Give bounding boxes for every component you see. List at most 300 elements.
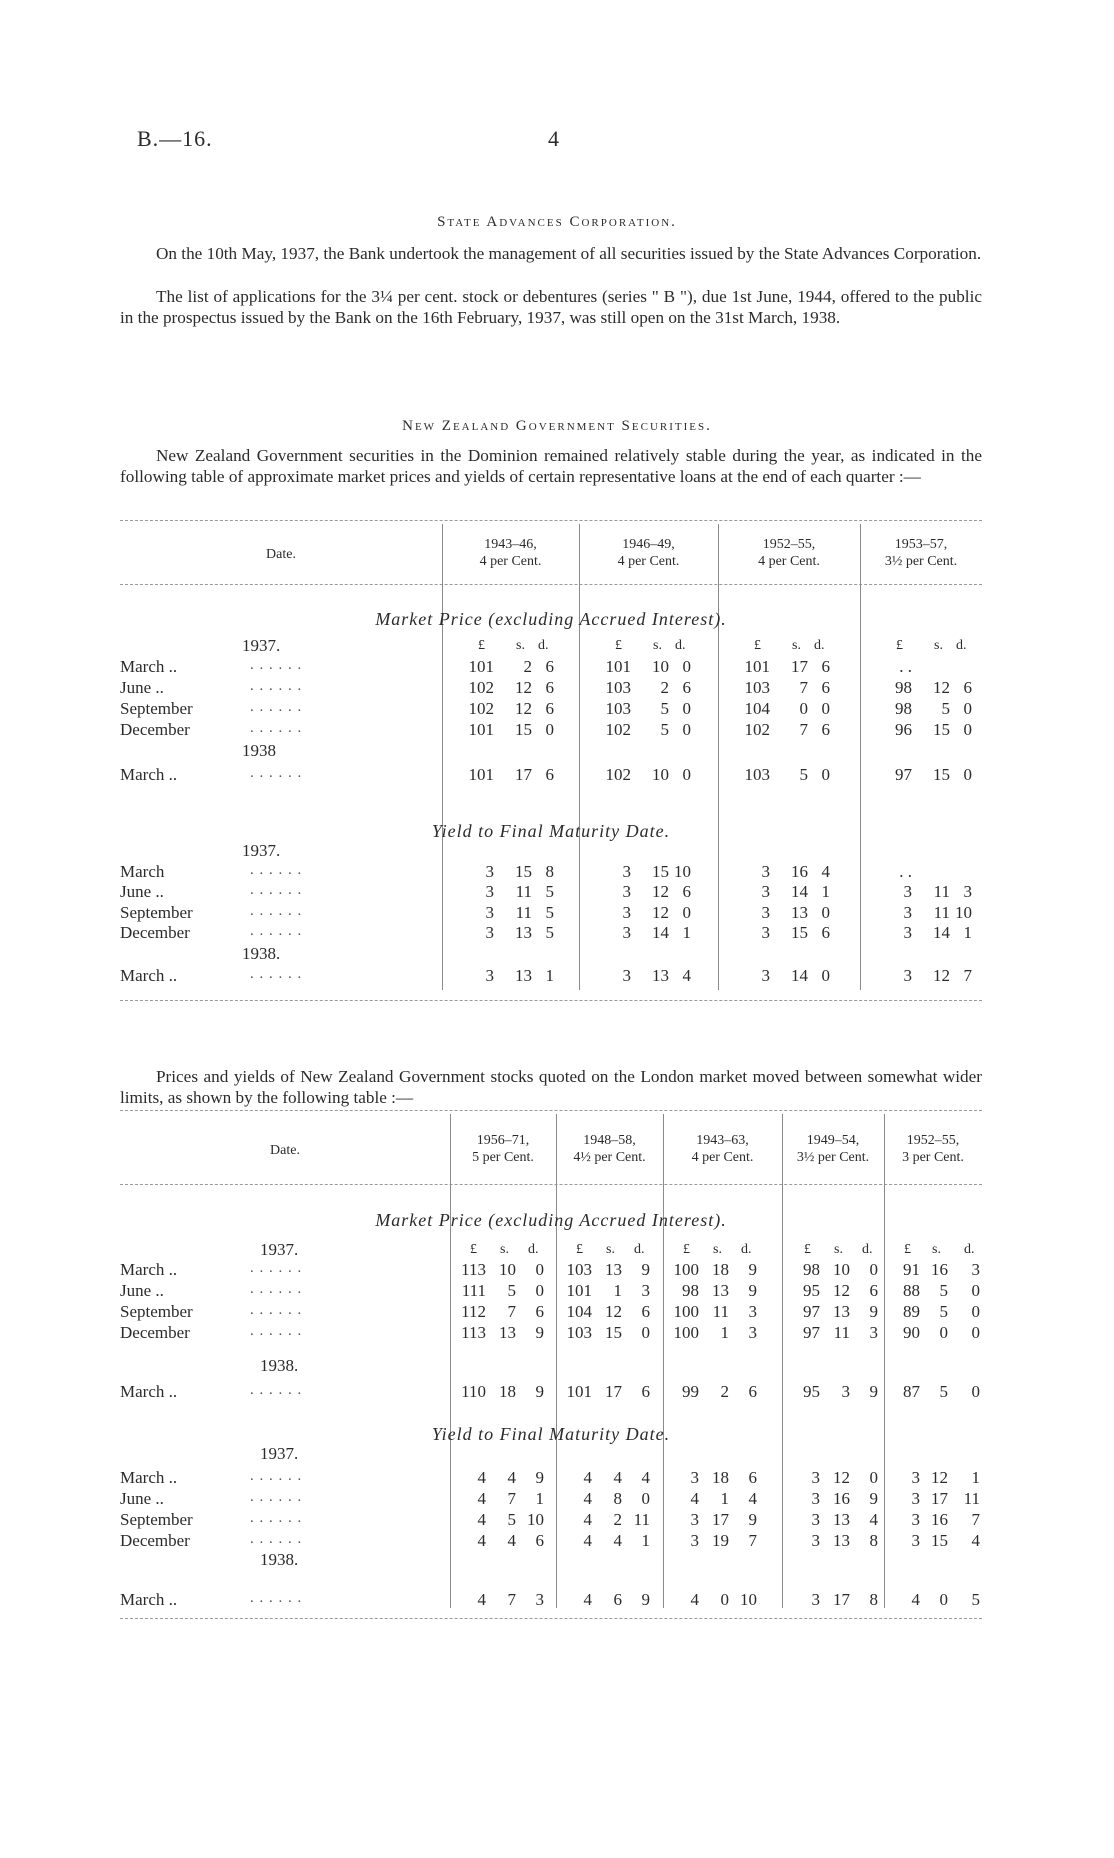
table-value-cell: 7 <box>748 1531 757 1550</box>
table-value-cell: 4 <box>641 1468 650 1487</box>
table-value-cell: 4 <box>507 1468 516 1487</box>
table-value-cell: 3 <box>485 923 494 942</box>
table-value-cell: 0 <box>535 1281 544 1300</box>
table-value-cell: 10 <box>674 862 691 881</box>
security-column-header <box>556 1132 663 1166</box>
pound-unit-label: £ <box>904 1242 911 1257</box>
table-value-cell: 13 <box>515 923 532 942</box>
table-value-cell: 3 <box>811 1510 820 1529</box>
table-value-cell: 3 <box>622 862 631 881</box>
table-value-cell: 104 <box>744 699 770 718</box>
pound-unit-label: £ <box>576 1242 583 1257</box>
table-value-cell: 5 <box>545 903 554 922</box>
table-value-cell: 9 <box>748 1281 757 1300</box>
shilling-unit-label: s. <box>932 1242 941 1257</box>
table-value-cell: 18 <box>712 1260 729 1279</box>
row-date-label: June .. <box>120 678 164 697</box>
table-value-cell: 4 <box>477 1510 486 1529</box>
year-label: 1938. <box>260 1550 299 1569</box>
table-value-cell: 9 <box>535 1382 544 1401</box>
security-years: 1946–49, <box>622 537 675 552</box>
table-value-cell: 0 <box>682 765 691 784</box>
table-value-cell: 0 <box>939 1590 948 1609</box>
table-value-cell: 89 <box>903 1302 920 1321</box>
table-value-cell: 3 <box>690 1510 699 1529</box>
table-value-cell: 103 <box>605 699 631 718</box>
table-value-cell: 6 <box>682 882 691 901</box>
table-value-cell: 3 <box>622 882 631 901</box>
table-value-cell: 4 <box>477 1590 486 1609</box>
table-value-cell: 102 <box>468 699 494 718</box>
table-value-cell: 17 <box>931 1489 948 1508</box>
security-years: 1943–63, <box>696 1133 749 1148</box>
table-value-cell: 10 <box>955 903 972 922</box>
table-value-cell: 6 <box>748 1468 757 1487</box>
table-value-cell: 3 <box>622 966 631 985</box>
table-value-cell: 0 <box>963 720 972 739</box>
table-value-cell: 3 <box>622 903 631 922</box>
paragraph-london-market-intro: Prices and yields of New Zealand Government stocks quoted on the London market moved between somewhat wider limits, as shown by the following table :— <box>120 1067 982 1107</box>
table-value-cell: 13 <box>833 1510 850 1529</box>
table-value-cell: 4 <box>477 1489 486 1508</box>
table-value-cell: 4 <box>613 1531 622 1550</box>
pound-unit-label: £ <box>478 638 485 653</box>
table-value-cell: 98 <box>803 1260 820 1279</box>
table-value-cell: 19 <box>712 1531 729 1550</box>
row-date-label: March .. <box>120 1590 178 1609</box>
table-value-cell: 11 <box>933 882 950 901</box>
security-rate: 5 per Cent. <box>472 1150 534 1165</box>
row-date-label: September <box>120 903 193 922</box>
table-value-cell: 3 <box>911 1468 920 1487</box>
row-date-label: March .. <box>120 657 178 676</box>
table-value-cell: 101 <box>468 765 494 784</box>
table-value-cell: 3 <box>761 966 770 985</box>
table-value-cell: 5 <box>939 1382 948 1401</box>
table-value-cell: 5 <box>507 1281 516 1300</box>
security-years: 1943–46, <box>484 537 537 552</box>
page-number: 4 <box>548 126 560 151</box>
leader-dots: . . . . . . <box>250 765 303 781</box>
leader-dots: . . . . . . <box>250 862 303 878</box>
pound-unit-label: £ <box>683 1242 690 1257</box>
table-value-cell: 3 <box>641 1281 650 1300</box>
table-value-cell: 6 <box>821 657 830 676</box>
year-label: 1937. <box>260 1240 299 1259</box>
pound-unit-label: £ <box>754 638 761 653</box>
table-value-cell: 101 <box>468 720 494 739</box>
table-value-cell: 10 <box>527 1510 544 1529</box>
table-value-cell: 6 <box>682 678 691 697</box>
table-value-cell: 7 <box>963 966 972 985</box>
table-value-cell: 90 <box>903 1323 920 1342</box>
table-value-cell: 7 <box>971 1510 980 1529</box>
table-value-cell: 2 <box>523 657 532 676</box>
table-value-cell: 5 <box>799 765 808 784</box>
table-value-cell: 17 <box>791 657 808 676</box>
table-value-cell: 12 <box>933 966 950 985</box>
row-date-label: June .. <box>120 1489 164 1508</box>
table-value-cell: 4 <box>583 1510 592 1529</box>
pence-unit-label: d. <box>862 1242 873 1257</box>
table-value-cell: 4 <box>690 1590 699 1609</box>
table-value-cell: 16 <box>931 1260 948 1279</box>
table-value-cell: 4 <box>477 1531 486 1550</box>
table-value-cell: 0 <box>720 1590 729 1609</box>
table-value-cell: 3 <box>903 966 912 985</box>
table-value-cell: 0 <box>821 765 830 784</box>
table-value-cell: 12 <box>515 678 532 697</box>
table-value-cell: 0 <box>821 966 830 985</box>
leader-dots: . . . . . . <box>250 1382 303 1398</box>
table-value-cell: 3 <box>761 923 770 942</box>
shilling-unit-label: s. <box>934 638 943 653</box>
row-date-label: March .. <box>120 1260 178 1279</box>
table-value-cell: 3 <box>485 862 494 881</box>
table-value-cell: 9 <box>535 1468 544 1487</box>
table-value-cell: 101 <box>744 657 770 676</box>
table-value-cell: 6 <box>821 678 830 697</box>
table-value-cell: 1 <box>535 1489 544 1508</box>
row-date-label: March .. <box>120 966 178 985</box>
section-title-state-advances: State Advances Corporation. <box>437 214 677 230</box>
table-value-cell: 4 <box>583 1531 592 1550</box>
table-value-cell: 6 <box>963 678 972 697</box>
table-value-cell: 3 <box>911 1489 920 1508</box>
pence-unit-label: d. <box>675 638 686 653</box>
market-price-section-title: Market Price (excluding Accrued Interest). <box>375 609 727 629</box>
table-value-cell: 5 <box>939 1302 948 1321</box>
row-date-label: June .. <box>120 882 164 901</box>
leader-dots: . . . . . . <box>250 1281 303 1297</box>
table-value-cell: 4 <box>583 1590 592 1609</box>
table-value-cell: 8 <box>869 1531 878 1550</box>
security-column-header <box>663 1132 782 1166</box>
table-value-cell: 12 <box>933 678 950 697</box>
table-rule <box>120 1184 982 1185</box>
table-value-cell: 6 <box>613 1590 622 1609</box>
table-value-cell: 13 <box>833 1531 850 1550</box>
table-value-cell: 7 <box>507 1590 516 1609</box>
table-value-cell: 13 <box>515 966 532 985</box>
shilling-unit-label: s. <box>653 638 662 653</box>
year-label: 1937. <box>242 841 281 860</box>
leader-dots: . . . . . . <box>250 882 303 898</box>
table-value-cell: 15 <box>652 862 669 881</box>
leader-dots: . . . . . . <box>250 966 303 982</box>
table-value-cell: 101 <box>566 1382 592 1401</box>
table-value-cell: 14 <box>933 923 950 942</box>
table-value-cell: 8 <box>613 1489 622 1508</box>
table-value-cell: 103 <box>744 765 770 784</box>
table-value-cell: 15 <box>605 1323 622 1342</box>
table-value-cell: 0 <box>971 1281 980 1300</box>
table-value-cell: 7 <box>507 1489 516 1508</box>
column-separator <box>442 524 443 990</box>
security-years: 1952–55, <box>762 537 816 552</box>
table-value-cell: 13 <box>605 1260 622 1279</box>
security-years: 1949–54, <box>806 1133 860 1148</box>
table-value-cell: 3 <box>485 966 494 985</box>
table-rule <box>120 1110 982 1111</box>
table-value-cell: 102 <box>605 720 631 739</box>
table-value-cell: 100 <box>673 1323 699 1342</box>
leader-dots: . . . . . . <box>250 657 303 673</box>
year-label: 1937. <box>260 1444 299 1463</box>
table-value-cell: 98 <box>682 1281 699 1300</box>
table-value-cell: 2 <box>720 1382 729 1401</box>
pence-unit-label: d. <box>538 638 549 653</box>
table-value-cell: 3 <box>869 1323 878 1342</box>
table-value-cell: 100 <box>673 1260 699 1279</box>
table-value-cell: 0 <box>641 1489 650 1508</box>
table-value-cell: 4 <box>690 1489 699 1508</box>
table-value-cell: 101 <box>566 1281 592 1300</box>
date-column-header: Date. <box>266 547 296 562</box>
row-date-label: December <box>120 923 190 942</box>
yield-section-title: Yield to Final Maturity Date. <box>431 1424 671 1444</box>
table-value-cell: 9 <box>869 1302 878 1321</box>
table-value-cell: 101 <box>605 657 631 676</box>
date-column-header: Date. <box>270 1143 300 1158</box>
table-value-cell: 11 <box>963 1489 980 1508</box>
table-value-cell: 15 <box>791 923 808 942</box>
row-date-label: March .. <box>120 1468 178 1487</box>
table-value-cell: 102 <box>744 720 770 739</box>
table-value-cell: 0 <box>682 657 691 676</box>
table-value-cell: 13 <box>712 1281 729 1300</box>
pence-unit-label: d. <box>964 1242 975 1257</box>
table-value-cell: 1 <box>613 1281 622 1300</box>
leader-dots: . . . . . . <box>250 1590 303 1606</box>
year-label: 1938. <box>260 1356 299 1375</box>
pence-unit-label: d. <box>814 638 825 653</box>
table-value-cell: 0 <box>869 1468 878 1487</box>
leader-dots: . . . . . . <box>250 1468 303 1484</box>
table-value-cell: 98 <box>895 699 912 718</box>
table-value-cell: 5 <box>545 923 554 942</box>
table-value-cell: 0 <box>799 699 808 718</box>
table-value-cell: 3 <box>748 1302 757 1321</box>
table-value-cell: 0 <box>641 1323 650 1342</box>
security-years: 1953–57, <box>894 537 948 552</box>
table-rule <box>120 1000 982 1001</box>
shilling-unit-label: s. <box>834 1242 843 1257</box>
leader-dots: . . . . . . <box>250 923 303 939</box>
table-value-cell: 5 <box>545 882 554 901</box>
document-reference: B.—16. <box>137 126 213 151</box>
table-value-cell: 13 <box>791 903 808 922</box>
leader-dots: . . . . . . <box>250 1260 303 1276</box>
table-value-cell: 9 <box>641 1260 650 1279</box>
table-value-cell: 3 <box>748 1323 757 1342</box>
security-rate: 4 per Cent. <box>479 554 542 569</box>
table-value-cell: 102 <box>605 765 631 784</box>
shilling-unit-label: s. <box>500 1242 509 1257</box>
table-value-cell: 9 <box>535 1323 544 1342</box>
table-value-cell: 9 <box>748 1510 757 1529</box>
table-value-cell: . . <box>899 862 912 881</box>
row-date-label: September <box>120 1302 193 1321</box>
table-value-cell: 3 <box>761 903 770 922</box>
shilling-unit-label: s. <box>606 1242 615 1257</box>
security-column-header <box>782 1132 884 1166</box>
table-value-cell: 104 <box>566 1302 592 1321</box>
table-value-cell: 10 <box>833 1260 850 1279</box>
table-value-cell: 6 <box>641 1302 650 1321</box>
table-value-cell: 7 <box>799 678 808 697</box>
table-value-cell: 3 <box>971 1260 980 1279</box>
table-value-cell: 14 <box>652 923 669 942</box>
leader-dots: . . . . . . <box>250 1323 303 1339</box>
table-value-cell: 3 <box>622 923 631 942</box>
table-value-cell: 4 <box>583 1468 592 1487</box>
table-value-cell: 0 <box>821 903 830 922</box>
column-separator <box>718 524 719 990</box>
row-date-label: December <box>120 1323 190 1342</box>
table-value-cell: 103 <box>744 678 770 697</box>
table-value-cell: 3 <box>535 1590 544 1609</box>
table-value-cell: 13 <box>499 1323 516 1342</box>
table-value-cell: 15 <box>933 765 950 784</box>
security-rate: 4 per Cent. <box>758 554 820 569</box>
dominion-securities-table <box>120 518 982 1002</box>
row-date-label: September <box>120 699 193 718</box>
table-rule <box>120 520 982 521</box>
table-value-cell: 4 <box>477 1468 486 1487</box>
table-value-cell: 17 <box>515 765 532 784</box>
table-value-cell: . . <box>899 657 912 676</box>
table-value-cell: 0 <box>869 1260 878 1279</box>
table-value-cell: 11 <box>633 1510 650 1529</box>
table-value-cell: 2 <box>660 678 669 697</box>
table-value-cell: 95 <box>803 1281 820 1300</box>
table-value-cell: 15 <box>931 1531 948 1550</box>
table-value-cell: 16 <box>791 862 808 881</box>
security-rate: 4½ per Cent. <box>573 1150 646 1165</box>
london-securities-table <box>120 1108 982 1620</box>
table-value-cell: 5 <box>660 720 669 739</box>
table-value-cell: 18 <box>499 1382 516 1401</box>
table-value-cell: 11 <box>515 882 532 901</box>
table-value-cell: 98 <box>895 678 912 697</box>
table-value-cell: 103 <box>566 1260 592 1279</box>
row-date-label: December <box>120 1531 190 1550</box>
row-date-label: March .. <box>120 1382 178 1401</box>
table-value-cell: 97 <box>895 765 912 784</box>
table-value-cell: 3 <box>811 1489 820 1508</box>
leader-dots: . . . . . . <box>250 1489 303 1505</box>
table-value-cell: 12 <box>652 903 669 922</box>
table-value-cell: 3 <box>761 882 770 901</box>
shilling-unit-label: s. <box>792 638 801 653</box>
table-value-cell: 0 <box>545 720 554 739</box>
pound-unit-label: £ <box>804 1242 811 1257</box>
shilling-unit-label: s. <box>713 1242 722 1257</box>
pence-unit-label: d. <box>956 638 967 653</box>
table-value-cell: 0 <box>682 720 691 739</box>
table-value-cell: 1 <box>821 882 830 901</box>
table-value-cell: 6 <box>545 678 554 697</box>
table-value-cell: 9 <box>869 1382 878 1401</box>
table-value-cell: 0 <box>535 1260 544 1279</box>
security-column-header <box>579 536 718 570</box>
table-value-cell: 3 <box>903 882 912 901</box>
table-value-cell: 9 <box>641 1590 650 1609</box>
table-value-cell: 12 <box>515 699 532 718</box>
table-value-cell: 0 <box>682 699 691 718</box>
table-value-cell: 10 <box>652 657 669 676</box>
table-value-cell: 97 <box>803 1302 820 1321</box>
table-value-cell: 3 <box>761 862 770 881</box>
table-value-cell: 91 <box>903 1260 920 1279</box>
leader-dots: . . . . . . <box>250 720 303 736</box>
security-column-header <box>442 536 579 570</box>
table-value-cell: 1 <box>720 1489 729 1508</box>
table-value-cell: 17 <box>712 1510 729 1529</box>
table-value-cell: 12 <box>833 1281 850 1300</box>
table-value-cell: 113 <box>461 1323 486 1342</box>
leader-dots: . . . . . . <box>250 1302 303 1318</box>
table-value-cell: 4 <box>821 862 830 881</box>
table-value-cell: 6 <box>821 720 830 739</box>
table-value-cell: 3 <box>911 1510 920 1529</box>
security-years: 1952–55, <box>906 1133 960 1148</box>
table-value-cell: 1 <box>641 1531 650 1550</box>
security-column-header <box>718 536 860 570</box>
row-date-label: September <box>120 1510 193 1529</box>
pence-unit-label: d. <box>528 1242 539 1257</box>
table-value-cell: 0 <box>971 1323 980 1342</box>
table-value-cell: 100 <box>673 1302 699 1321</box>
table-value-cell: 8 <box>869 1590 878 1609</box>
leader-dots: . . . . . . <box>250 903 303 919</box>
table-value-cell: 88 <box>903 1281 920 1300</box>
pound-unit-label: £ <box>615 638 622 653</box>
table-value-cell: 1 <box>963 923 972 942</box>
table-value-cell: 103 <box>605 678 631 697</box>
paragraph-nz-securities-intro: New Zealand Government securities in the Dominion remained relatively stable during the year, as indicated in the following table of approximate market prices and yields of certain representative loans at the end of each quarter :— <box>120 446 982 486</box>
table-value-cell: 112 <box>461 1302 486 1321</box>
row-date-label: June .. <box>120 1281 164 1300</box>
table-value-cell: 9 <box>869 1489 878 1508</box>
row-date-label: December <box>120 720 190 739</box>
table-value-cell: 111 <box>461 1281 486 1300</box>
table-value-cell: 9 <box>748 1260 757 1279</box>
table-rule <box>120 584 982 585</box>
row-date-label: March <box>120 862 165 881</box>
table-value-cell: 15 <box>933 720 950 739</box>
table-value-cell: 16 <box>931 1510 948 1529</box>
table-value-cell: 102 <box>468 678 494 697</box>
table-value-cell: 6 <box>545 657 554 676</box>
table-value-cell: 4 <box>507 1531 516 1550</box>
table-value-cell: 5 <box>507 1510 516 1529</box>
table-value-cell: 3 <box>903 903 912 922</box>
leader-dots: . . . . . . <box>250 678 303 694</box>
shilling-unit-label: s. <box>516 638 525 653</box>
security-rate: 3½ per Cent. <box>796 1150 870 1165</box>
table-value-cell: 4 <box>613 1468 622 1487</box>
table-rule <box>120 1618 982 1619</box>
table-value-cell: 8 <box>545 862 554 881</box>
table-value-cell: 3 <box>903 923 912 942</box>
paragraph-state-advances-2: The list of applications for the 3¼ per cent. stock or debentures (series " B "), due 1st June, 1944, offered to the public in the prospectus issued by the Bank on the 16th February, 1937, was still open on the 31st March, 1938. <box>120 287 982 327</box>
table-value-cell: 11 <box>515 903 532 922</box>
leader-dots: . . . . . . <box>250 1531 303 1547</box>
security-rate: 4 per Cent. <box>691 1150 754 1165</box>
table-value-cell: 16 <box>833 1489 850 1508</box>
